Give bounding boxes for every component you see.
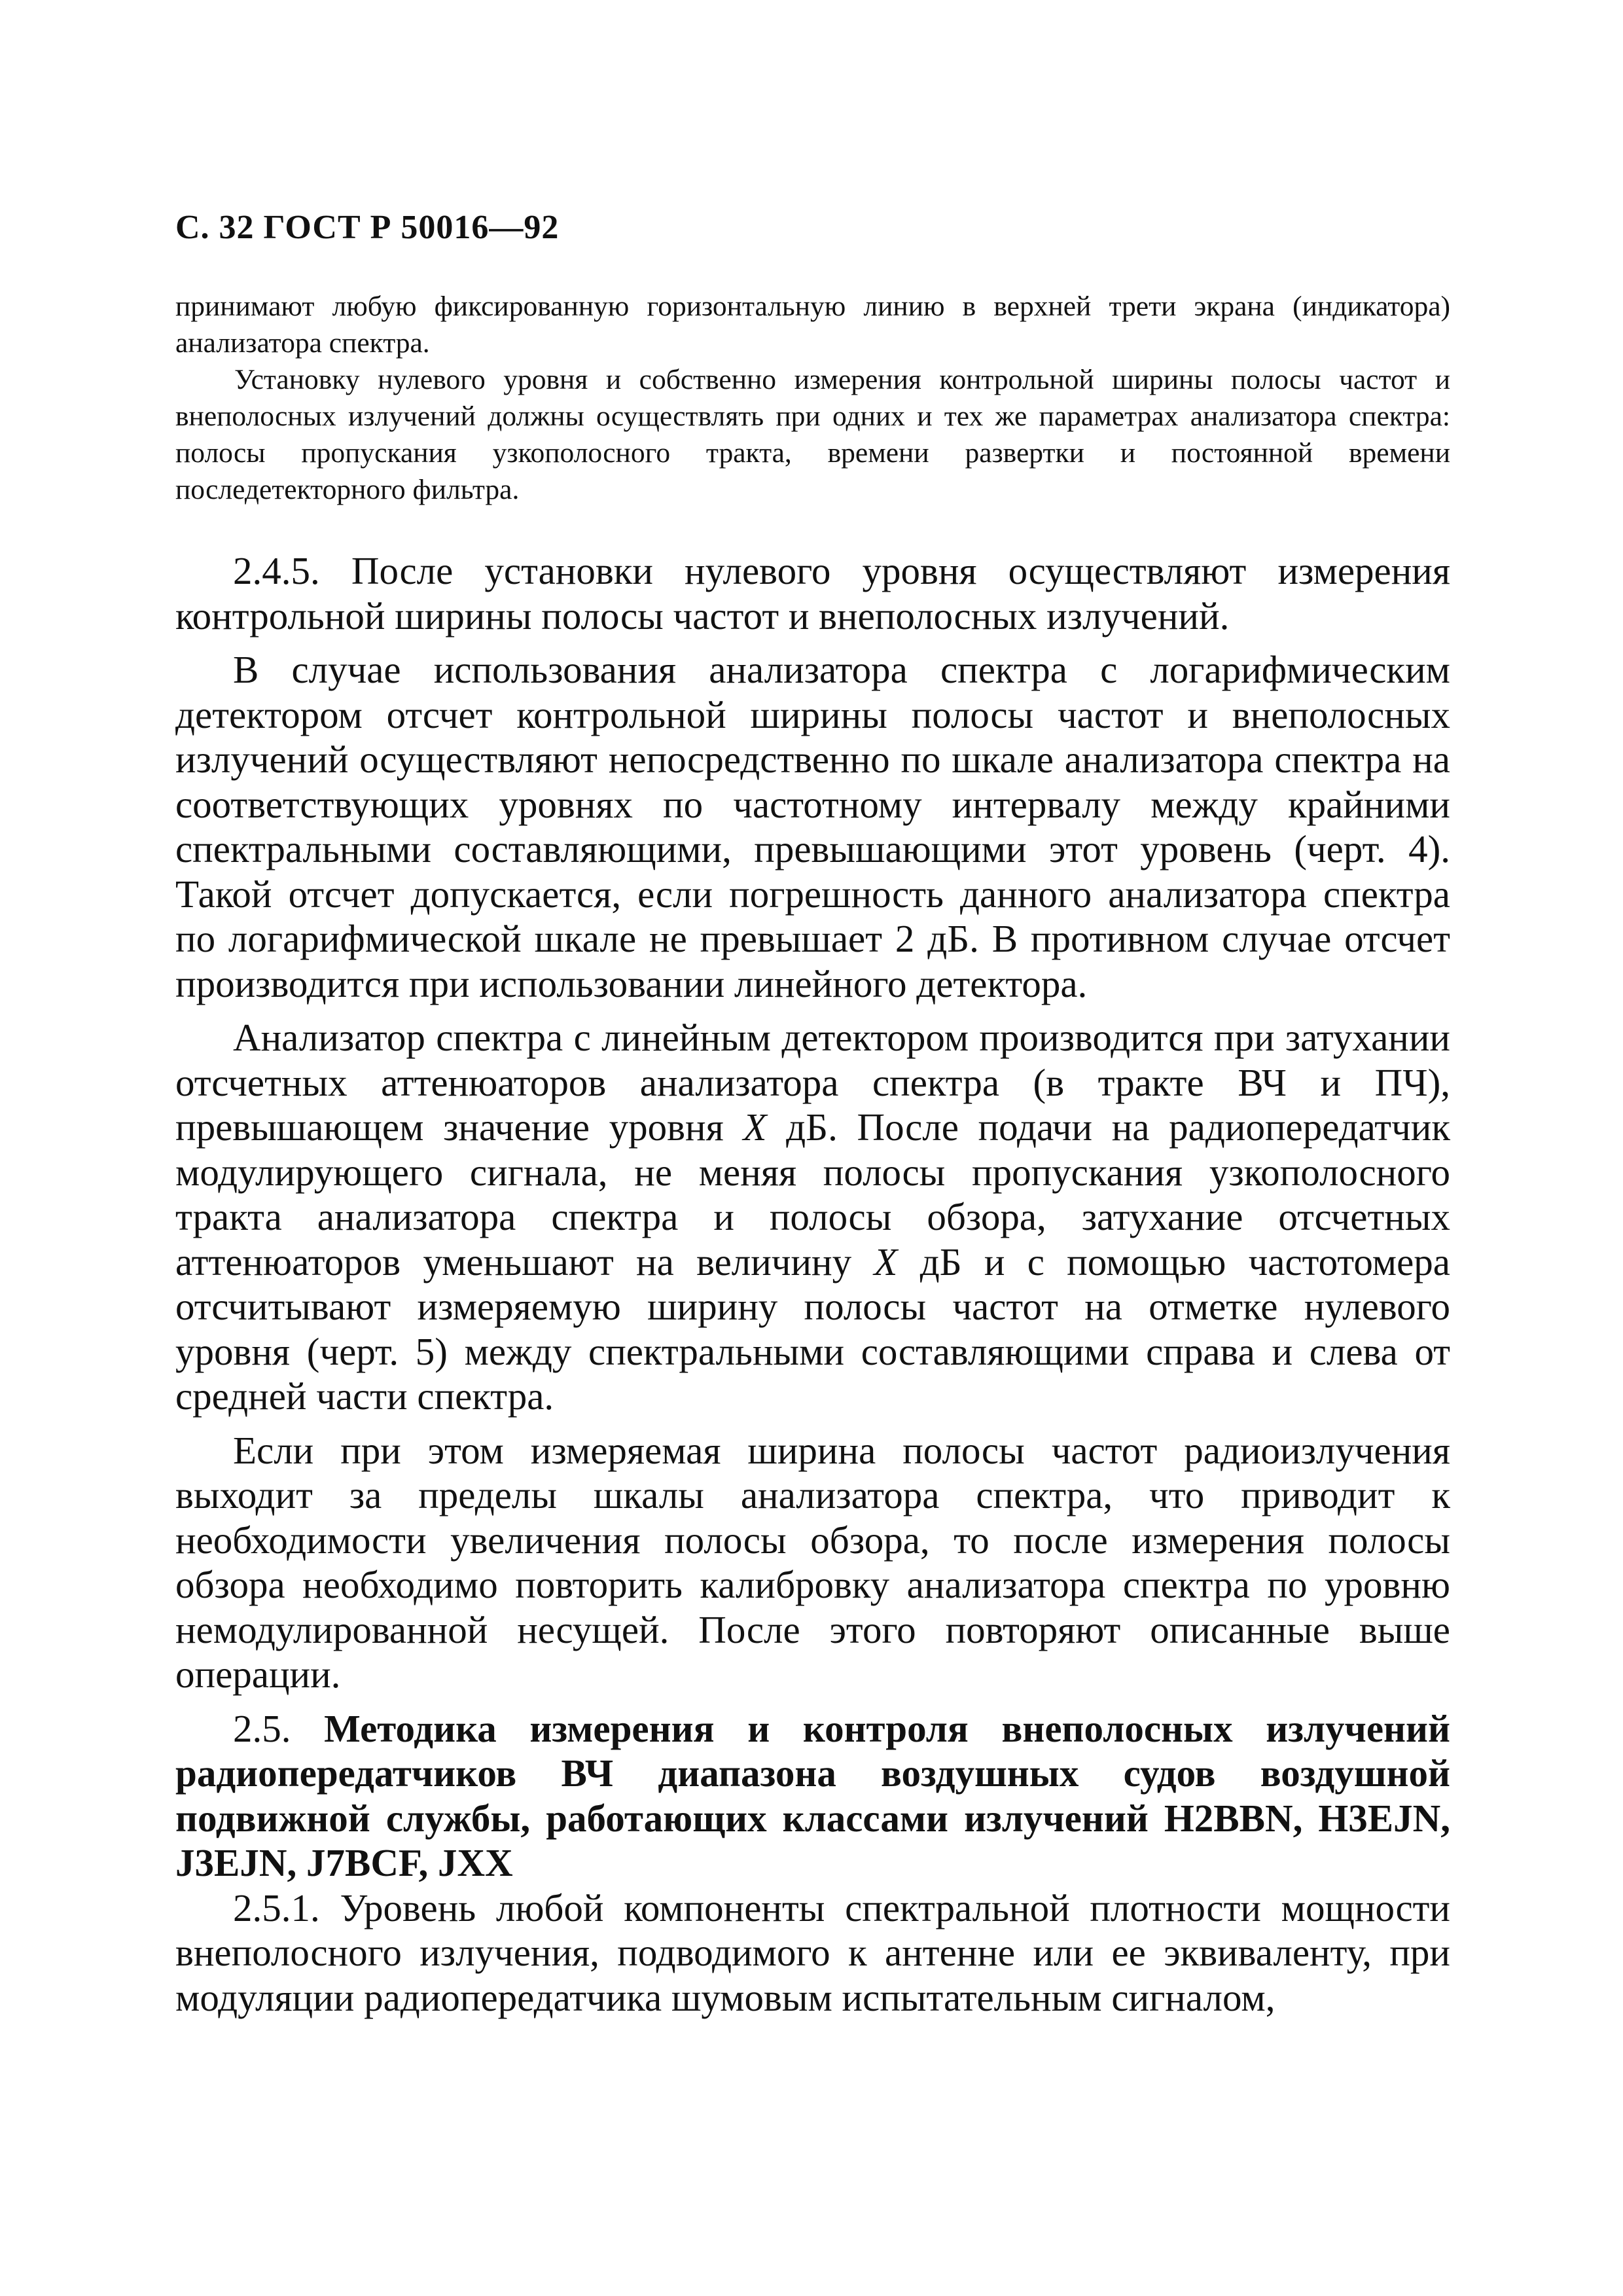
- text-segment: дБ. После подачи на радиопередатчик модулирующего сигнала, не меняя полосы пропускания узкополосного тракта анализатора спектра и полосы обзора, затухание отсчетных аттенюаторов уменьшают на величину: [175, 1105, 1450, 1283]
- paragraph-log-detector: В случае использования анализатора спектра с логарифмическим детектором отсчет контрольной ширины полосы частот и внеполосных излучений осуществляют непосредственно по шкале анализатора спектра на соответствующих уровнях по частотному интервалу между крайними спектральными составляющими, превышающими этот уровень (черт. 4). Такой отсчет допускается, если погрешность данного анализатора спектра по логарифмической шкале не превышает 2 дБ. В противном случае отсчет производится при использовании линейного детектора.: [175, 648, 1450, 1005]
- variable-x: X: [874, 1240, 898, 1283]
- paragraph-continuation: принимают любую фиксированную горизонтальную линию в верхней трети экрана (индикатора) анализатора спектра.: [175, 291, 1450, 359]
- text-segment: дБ и с помощью частотомера отсчитывают измеряемую ширину полосы частот на отметке нулевого уровня (черт. 5) между спектральными составляющими справа и слева от средней части спектра.: [175, 1240, 1450, 1418]
- text-segment: Анализатор спектра с линейным детектором производится при затухании отсчетных аттенюаторов анализатора спектра (в тракте ВЧ и ПЧ), превышающем значение уровня: [175, 1016, 1450, 1149]
- main-text-section: [175, 548, 1450, 2020]
- small-print-section: [175, 288, 1450, 508]
- variable-x: X: [743, 1105, 767, 1149]
- paragraph-2-5-1: 2.5.1. Уровень любой компоненты спектральной плотности мощности внеполосного излучения, подводимого к антенне или ее эквиваленту, при модуляции радиопередатчика шумовым испытательным сигналом,: [175, 1886, 1450, 2019]
- section-number: 2.5.: [233, 1706, 291, 1750]
- section-heading-2-5: [175, 1706, 1450, 1886]
- paragraph-2-4-5: 2.4.5. После установки нулевого уровня осуществляют измерения контрольной ширины полосы частот и внеполосных излучений.: [175, 549, 1450, 637]
- paragraph-bandwidth-exceeds: Если при этом измеряемая ширина полосы частот радиоизлучения выходит за пределы шкалы анализатора спектра, что приводит к необходимости увеличения полосы обзора, то после измерения полосы обзора необходимо повторить калибровку анализатора спектра по уровню немодулированной несущей. После этого повторяют описанные выше операции.: [175, 1428, 1450, 1696]
- page-header: С. 32 ГОСТ Р 50016—92: [175, 209, 560, 246]
- paragraph-linear-detector: [175, 1015, 1450, 1419]
- section-title: Методика измерения и контроля внеполосных излучений радиопередатчиков ВЧ диапазона воздушных судов воздушной подвижной службы, работающих классами излучений H2BBN, H3EJN, J3EJN, J7BCF, JXX: [175, 1706, 1451, 1884]
- paragraph-zero-level-setup: Установку нулевого уровня и собственно измерения контрольной ширины полосы частот и внеполосных излучений должны осуществлять при одних и тех же параметрах анализатора спектра: полосы пропускания узкополосного тракта, времени развертки и постоянной времени последетекторного фильтра.: [175, 364, 1450, 505]
